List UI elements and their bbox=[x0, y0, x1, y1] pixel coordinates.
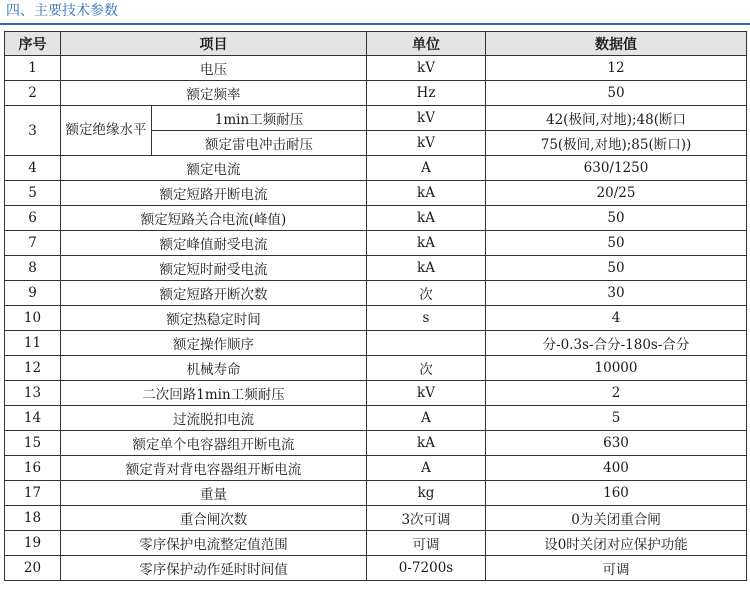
row-value: 630 bbox=[486, 431, 747, 456]
row-no: 12 bbox=[5, 356, 61, 381]
row-unit: kg bbox=[367, 481, 486, 506]
row-unit: kA bbox=[367, 256, 486, 281]
row-value: 10000 bbox=[486, 356, 747, 381]
row-subitem: 1min工频耐压 bbox=[152, 106, 367, 131]
row-value: 4 bbox=[486, 306, 747, 331]
row-value: 2 bbox=[486, 381, 747, 406]
table-row bbox=[5, 431, 747, 456]
header-no: 序号 bbox=[5, 32, 61, 56]
row-item: 额定单个电容器组开断电流 bbox=[61, 431, 367, 456]
table-row bbox=[5, 556, 747, 581]
table-row bbox=[5, 256, 747, 281]
table-body bbox=[5, 56, 747, 581]
row-unit: kA bbox=[367, 431, 486, 456]
row-value: 50 bbox=[486, 81, 747, 106]
header-value: 数据值 bbox=[486, 32, 747, 56]
row-item: 额定短路关合电流(峰值) bbox=[61, 206, 367, 231]
row-no: 7 bbox=[5, 231, 61, 256]
row-no: 1 bbox=[5, 56, 61, 81]
row-value: 30 bbox=[486, 281, 747, 306]
row-value: 630/1250 bbox=[486, 156, 747, 181]
spec-table bbox=[4, 31, 747, 581]
row-value: 设0时关闭对应保护功能 bbox=[486, 531, 747, 556]
row-item: 重量 bbox=[61, 481, 367, 506]
row-no: 20 bbox=[5, 556, 61, 581]
row-unit: 3次可调 bbox=[367, 506, 486, 531]
row-unit: 可调 bbox=[367, 531, 486, 556]
row-value: 0为关闭重合闸 bbox=[486, 506, 747, 531]
row-item: 额定短路开断次数 bbox=[61, 281, 367, 306]
table-row bbox=[5, 306, 747, 331]
row-unit: 次 bbox=[367, 281, 486, 306]
table-row bbox=[5, 156, 747, 181]
row-unit: kV bbox=[367, 106, 486, 131]
row-no: 14 bbox=[5, 406, 61, 431]
table-header-row bbox=[5, 32, 747, 56]
table-row bbox=[5, 331, 747, 356]
row-item: 机械寿命 bbox=[61, 356, 367, 381]
row-item: 额定背对背电容器组开断电流 bbox=[61, 456, 367, 481]
table-row bbox=[5, 181, 747, 206]
row-no: 4 bbox=[5, 156, 61, 181]
row-value: 50 bbox=[486, 231, 747, 256]
table-row bbox=[5, 381, 747, 406]
row-value: 50 bbox=[486, 206, 747, 231]
row-no: 8 bbox=[5, 256, 61, 281]
row-subitem: 额定雷电冲击耐压 bbox=[152, 131, 367, 156]
table-row bbox=[5, 531, 747, 556]
row-unit: 次 bbox=[367, 356, 486, 381]
table-row bbox=[5, 281, 747, 306]
table-row bbox=[5, 481, 747, 506]
row-item: 额定频率 bbox=[61, 81, 367, 106]
row-item: 重合闸次数 bbox=[61, 506, 367, 531]
row-unit: A bbox=[367, 456, 486, 481]
row-unit: Hz bbox=[367, 81, 486, 106]
row-value: 5 bbox=[486, 406, 747, 431]
row-item: 额定热稳定时间 bbox=[61, 306, 367, 331]
row-no: 19 bbox=[5, 531, 61, 556]
row-unit: 0-7200s bbox=[367, 556, 486, 581]
row-no: 18 bbox=[5, 506, 61, 531]
row-unit: kV bbox=[367, 56, 486, 81]
row-item: 额定电流 bbox=[61, 156, 367, 181]
row-value: 可调 bbox=[486, 556, 747, 581]
row-item: 额定操作顺序 bbox=[61, 331, 367, 356]
table-row bbox=[5, 506, 747, 531]
row-unit: kA bbox=[367, 181, 486, 206]
row-no: 6 bbox=[5, 206, 61, 231]
row-item: 电压 bbox=[61, 56, 367, 81]
row-no: 9 bbox=[5, 281, 61, 306]
row-unit: kV bbox=[367, 131, 486, 156]
row-unit: A bbox=[367, 406, 486, 431]
row-unit bbox=[367, 331, 486, 356]
row-unit: A bbox=[367, 156, 486, 181]
table-row bbox=[5, 106, 747, 131]
row-item: 额定短时耐受电流 bbox=[61, 256, 367, 281]
row-value: 20/25 bbox=[486, 181, 747, 206]
table-row bbox=[5, 56, 747, 81]
section-title: 四、主要技术参数 bbox=[6, 3, 118, 19]
row-unit: s bbox=[367, 306, 486, 331]
table-row bbox=[5, 231, 747, 256]
table-row bbox=[5, 81, 747, 106]
table-row bbox=[5, 206, 747, 231]
row-no: 15 bbox=[5, 431, 61, 456]
row-value: 75(极间,对地);85(断口)) bbox=[486, 131, 747, 156]
row-item: 零序保护动作延时时间值 bbox=[61, 556, 367, 581]
header-unit: 单位 bbox=[367, 32, 486, 56]
row-item: 零序保护电流整定值范围 bbox=[61, 531, 367, 556]
table-row bbox=[5, 456, 747, 481]
row-value: 12 bbox=[486, 56, 747, 81]
table-row bbox=[5, 406, 747, 431]
section-title-underline bbox=[0, 23, 750, 25]
row-value: 160 bbox=[486, 481, 747, 506]
header-item: 项目 bbox=[61, 32, 367, 56]
row-no: 5 bbox=[5, 181, 61, 206]
row-no: 17 bbox=[5, 481, 61, 506]
row-unit: kV bbox=[367, 381, 486, 406]
row-no: 3 bbox=[5, 106, 61, 156]
row-item: 额定峰值耐受电流 bbox=[61, 231, 367, 256]
row-group: 额定绝缘水平 bbox=[61, 106, 152, 156]
row-item: 过流脱扣电流 bbox=[61, 406, 367, 431]
row-no: 16 bbox=[5, 456, 61, 481]
row-value: 400 bbox=[486, 456, 747, 481]
row-item: 额定短路开断电流 bbox=[61, 181, 367, 206]
row-value: 50 bbox=[486, 256, 747, 281]
row-item: 二次回路1min工频耐压 bbox=[61, 381, 367, 406]
row-no: 10 bbox=[5, 306, 61, 331]
table-row bbox=[5, 356, 747, 381]
row-no: 11 bbox=[5, 331, 61, 356]
row-value: 42(极间,对地);48(断口 bbox=[486, 106, 747, 131]
row-unit: kA bbox=[367, 231, 486, 256]
row-no: 13 bbox=[5, 381, 61, 406]
row-unit: kA bbox=[367, 206, 486, 231]
row-value: 分-0.3s-合分-180s-合分 bbox=[486, 331, 747, 356]
row-no: 2 bbox=[5, 81, 61, 106]
